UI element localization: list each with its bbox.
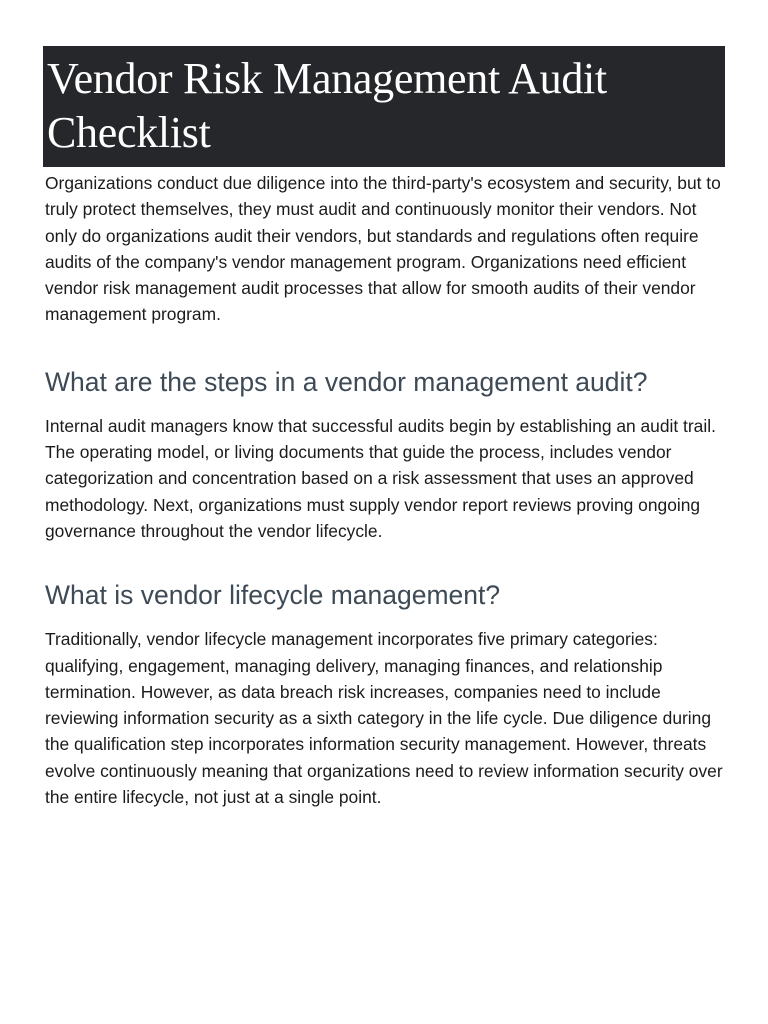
section-paragraph-vendor-lifecycle: Traditionally, vendor lifecycle management incorporates five primary categories: qualifying, engagement, managing delivery, managing finances, and relationship termination. However, as data breach risk increases, companies need to include reviewing information security as a sixth category in the life cycle. Due diligence during the qualification step incorporates information security management. However, threats evolve continuously meaning that organizations need to review information security over the entire lifecycle, not just at a single point. — [45, 629, 723, 808]
intro-paragraph: Organizations conduct due diligence into the third-party's ecosystem and security, but to truly protect themselves, they must audit and continuously monitor their vendors. Not only do organizations audit their vendors, but standards and regulations often require audits of the company's vendor management program. Organizations need efficient vendor risk management audit processes that allow for smooth audits of their vendor management program. — [45, 173, 721, 325]
title-banner — [43, 46, 725, 167]
section-paragraph-audit-steps: Internal audit managers know that successful audits begin by establishing an audit trail. The operating model, or living documents that guide the process, includes vendor categorization and concentration based on a risk assessment that uses an approved methodology. Next, organizations must supply vendor report reviews proving ongoing governance throughout the vendor lifecycle. — [45, 415, 716, 541]
section-heading-vendor-lifecycle: What is vendor lifecycle management? — [45, 580, 501, 611]
document-body — [45, 170, 729, 810]
document-title: Vendor Risk Management Audit Checklist — [47, 54, 607, 157]
section-heading-audit-steps: What are the steps in a vendor management audit? — [45, 366, 648, 397]
